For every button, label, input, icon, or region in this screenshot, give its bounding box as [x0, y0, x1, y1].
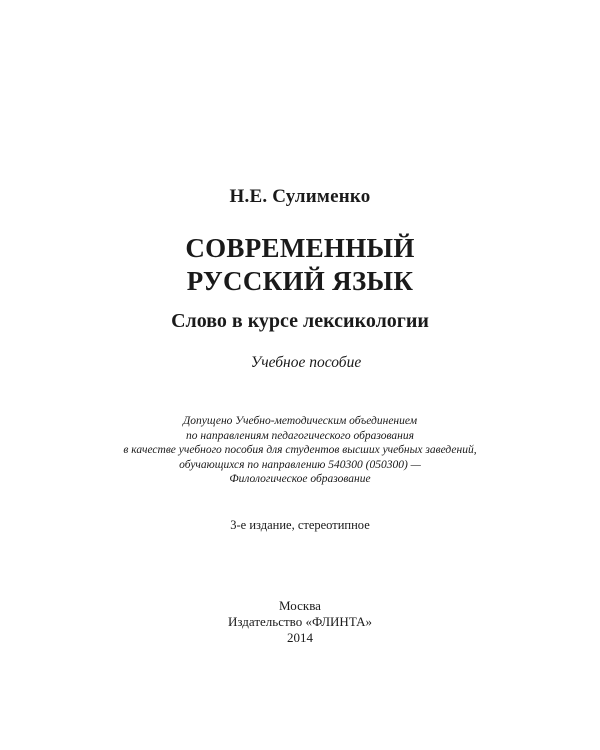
book-subtitle: Слово в курсе лексикологии: [171, 310, 429, 332]
approval-note: [0, 414, 600, 487]
imprint-publisher: Издательство «ФЛИНТА»: [227, 614, 373, 629]
approval-line-5: Филологическое образование: [229, 473, 371, 486]
imprint-year: 2014: [287, 630, 313, 645]
approval-line-1: Допущено Учебно-методическим объединением: [182, 415, 418, 427]
book-title: [0, 232, 600, 298]
approval-line-2: по направлениям педагогического образования: [186, 429, 414, 442]
book-title-line-2: РУССКИЙ ЯЗЫК: [186, 266, 414, 296]
book-type: Учебное пособие: [250, 354, 362, 371]
edition-note: 3-е издание, стереотипное: [230, 518, 370, 532]
approval-line-4: обучающихся по направлению 540300 (050300) —: [179, 458, 421, 471]
book-title-line-1: СОВРЕМЕННЫЙ: [185, 233, 415, 263]
imprint: [0, 598, 600, 646]
author-name: Н.Е. Сулименко: [229, 186, 371, 207]
imprint-city: Москва: [279, 598, 321, 613]
approval-line-3: в качестве учебного пособия для студентов высших учебных заведений,: [123, 444, 477, 457]
